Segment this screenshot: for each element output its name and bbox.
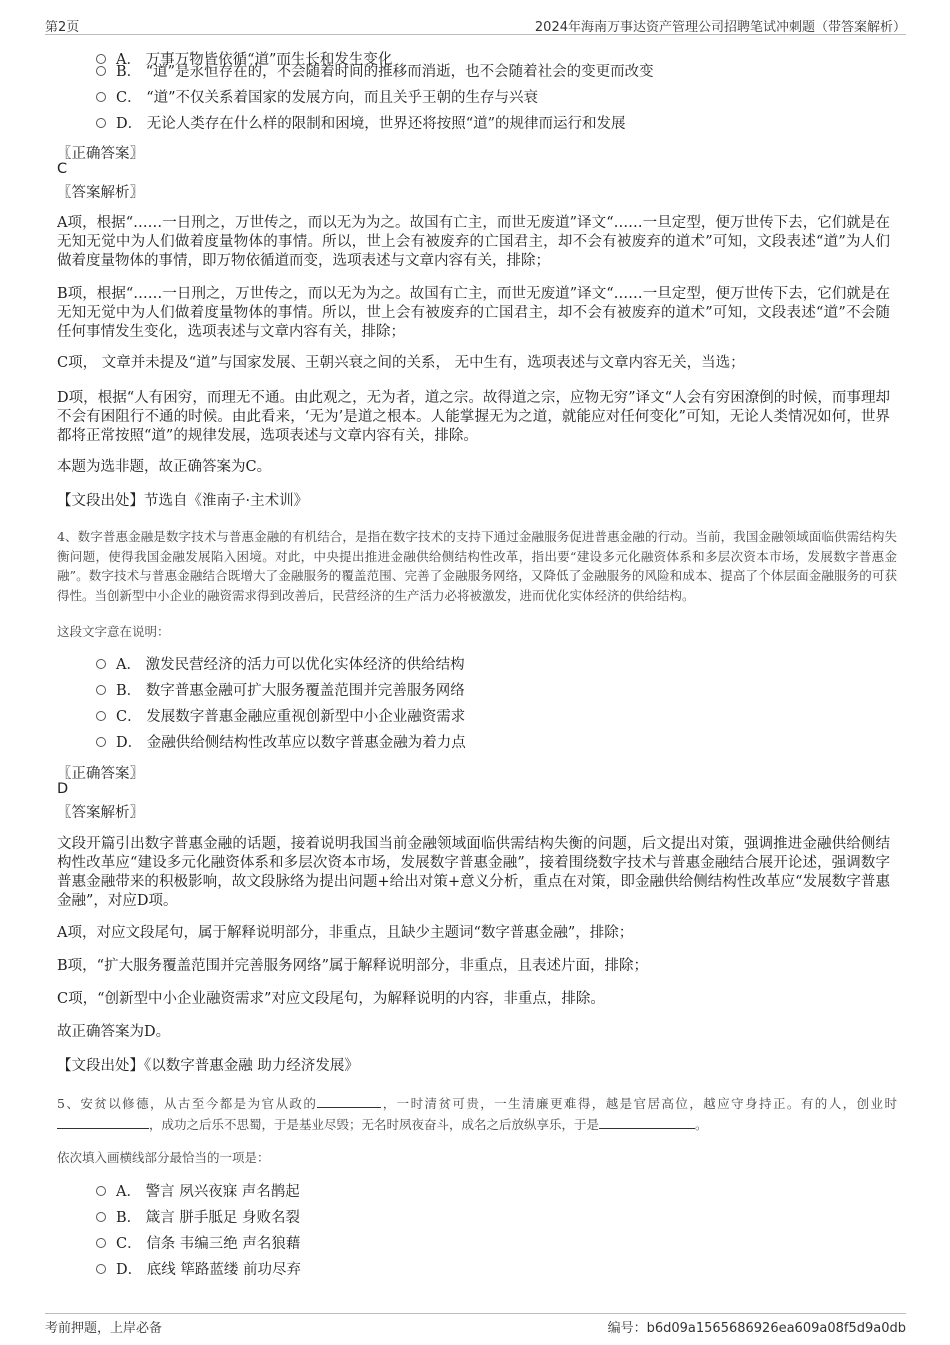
footer-slogan: 考前押题，上岸必备 — [45, 1321, 163, 1336]
fill-blank-3[interactable] — [599, 1114, 695, 1129]
q4-analysis-b: B项，“扩大服务覆盖范围并完善服务网络”属于解释说明部分，非重点，且表述片面，排除； — [57, 958, 648, 974]
q5-option-a[interactable]: A． 警言 夙兴夜寐 声名鹊起 — [96, 1182, 300, 1202]
q5-stem: 5、安贫以修德，从古至今都是为官从政的 ，一时清贫可贵，一生清廉更难得，越是官居高位，越应守身持正。有的人，创业时，成功之后乐不思蜀，于是基业尽毁；无名时夙夜奋斗，成名之后放纵享乐，于是 。 — [57, 1093, 897, 1134]
q4-option-d[interactable]: D． 金融供给侧结构性改革应以数字普惠金融为着力点 — [96, 733, 466, 753]
q3-source: 【文段出处】节选自《淮南子·主术训》 — [57, 493, 309, 509]
q5-option-c[interactable]: C． 信条 韦编三绝 声名狼藉 — [96, 1234, 300, 1254]
q4-answer-label: 〖正确答案〗 — [57, 766, 144, 782]
q4-conclusion: 故正确答案为D。 — [57, 1024, 171, 1040]
q4-stem: 4、数字普惠金融是数字技术与普惠金融的有机结合，是指在数字技术的支持下通过金融服务促进普惠金融的行动。当前，我国金融领域面临供需结构失衡问题，使得我国金融发展陷入困境。对此，中央提出推进金融供给侧结构性改革，指出要“建设多元化融资体系和多层次资本市场，发展数字普惠金融”。数字技术与普惠金融结合既增大了金融服务的覆盖范围、完善了金融服务网络，又降低了金融服务的风险和成本、提高了个体层面金融服务的可获得性。当创新型中小企业的融资需求得到改善后，民营经济的生产活力必将被激发，进而优化实体经济的供给结构。 — [57, 529, 897, 603]
radio-icon[interactable] — [96, 737, 106, 747]
q4-source: 【文段出处】《以数字普惠金融 助力经济发展》 — [57, 1058, 359, 1074]
q3-option-d[interactable]: D． 无论人类存在什么样的限制和困境，世界还将按照“道”的规律而运行和发展 — [96, 114, 626, 134]
q3-answer: C — [57, 161, 68, 177]
q3-analysis-d: D项，根据“人有困穷，而理无不通。由此观之，无为者，道之宗。故得道之宗，应物无穷”译文“人会有穷困潦倒的时候，而事理却不会有困阻行不通的时候。由此看来，‘无为’是道之根本。人能掌握无为之道，就能应对任何变化”可知，无论人类情况如何，世界都将正常按照“道”的规律发展，选项表述与文章内容有关，排除。 — [57, 390, 890, 444]
document-title: 2024年海南万事达资产管理公司招聘笔试冲刺题（带答案解析） — [534, 20, 906, 35]
q5-question: 依次填入画横线部分最恰当的一项是： — [57, 1150, 270, 1165]
radio-icon[interactable] — [96, 1238, 106, 1248]
q3-conclusion: 本题为选非题，故正确答案为C。 — [57, 459, 272, 475]
radio-icon[interactable] — [96, 66, 106, 76]
radio-icon[interactable] — [96, 118, 106, 128]
radio-icon[interactable] — [96, 1186, 106, 1196]
q4-option-c[interactable]: C． 发展数字普惠金融应重视创新型中小企业融资需求 — [96, 707, 465, 727]
fill-blank-2[interactable] — [57, 1114, 149, 1129]
q5-option-d[interactable]: D． 底线 筚路蓝缕 前功尽弃 — [96, 1260, 301, 1280]
q4-question: 这段文字意在说明： — [57, 624, 170, 639]
q4-option-b[interactable]: B． 数字普惠金融可扩大服务覆盖范围并完善服务网络 — [96, 681, 465, 701]
q4-answer: D — [57, 781, 69, 797]
q4-analysis-a: A项，对应文段尾句，属于解释说明部分，非重点，且缺少主题词“数字普惠金融”，排除； — [57, 925, 634, 941]
q3-analysis-a: A项，根据“……一日刑之，万世传之，而以无为为之。故国有亡主，而世无废道”译文“……一旦定型，便万世传下去，它们就是在无知无觉中为人们做着度量物体的事情。所以，世上会有被废弃的亡国君主，却不会有被废弃的道术”可知，文段表述“道”为人们做着度量物体的事情，即万物依循道而变，选项表述与文章内容有关，排除； — [57, 215, 890, 269]
page-header — [45, 12, 906, 35]
q3-analysis-label: 〖答案解析〗 — [57, 185, 144, 201]
q3-analysis-c: C项， 文章并未提及“道”与国家发展、王朝兴衰之间的关系， 无中生有，选项表述与文章内容无关，当选； — [57, 355, 745, 371]
fill-blank-1[interactable] — [317, 1093, 381, 1108]
radio-icon[interactable] — [96, 685, 106, 695]
q4-option-a[interactable]: A． 激发民营经济的活力可以优化实体经济的供给结构 — [96, 655, 465, 675]
page-number: 第2页 — [45, 20, 80, 35]
q3-option-c[interactable]: C． “道”不仅关系着国家的发展方向，而且关乎王朝的生存与兴衰 — [96, 88, 538, 108]
q4-analysis-c: C项，“创新型中小企业融资需求”对应文段尾句，为解释说明的内容，非重点，排除。 — [57, 991, 605, 1007]
q4-analysis-label: 〖答案解析〗 — [57, 805, 144, 821]
radio-icon[interactable] — [96, 659, 106, 669]
radio-icon[interactable] — [96, 711, 106, 721]
radio-icon[interactable] — [96, 1212, 106, 1222]
q4-analysis-main: 文段开篇引出数字普惠金融的话题，接着说明我国当前金融领域面临供需结构失衡的问题，后文提出对策，强调推进金融供给侧结构性改革应“建设多元化融资体系和多层次资本市场，发展数字普惠金融”，接着围绕数字技术与普惠金融结合展开论述，强调数字普惠金融带来的积极影响，故文段脉络为提出问题+给出对策+意义分析，重点在对策，即金融供给侧结构性改革应“发展数字普惠金融”，对应D项。 — [57, 836, 890, 909]
q3-analysis-b: B项，根据“……一日刑之，万世传之，而以无为为之。故国有亡主，而世无废道”译文“……一旦定型，便万世传下去，它们就是在无知无觉中为人们做着度量物体的事情。所以，世上会有被废弃的亡国君主，却不会有被废弃的道术”可知，文段表述“道”不会随任何事情发生变化，选项表述与文章内容有关，排除； — [57, 286, 890, 340]
document-id: 编号：b6d09a1565686926ea609a08f5d9a0db — [607, 1321, 906, 1336]
q3-option-a[interactable]: A． 万事万物皆依循“道”而生长和发生变化 — [96, 50, 392, 70]
q3-option-b[interactable]: B． “道”是永恒存在的，不会随着时间的推移而消逝，也不会随着社会的变更而改变 — [96, 62, 654, 82]
q3-answer-label: 〖正确答案〗 — [57, 146, 144, 162]
q5-option-b[interactable]: B． 箴言 胼手胝足 身败名裂 — [96, 1208, 300, 1228]
page-footer — [45, 1313, 906, 1336]
radio-icon[interactable] — [96, 92, 106, 102]
radio-icon[interactable] — [96, 1264, 106, 1274]
